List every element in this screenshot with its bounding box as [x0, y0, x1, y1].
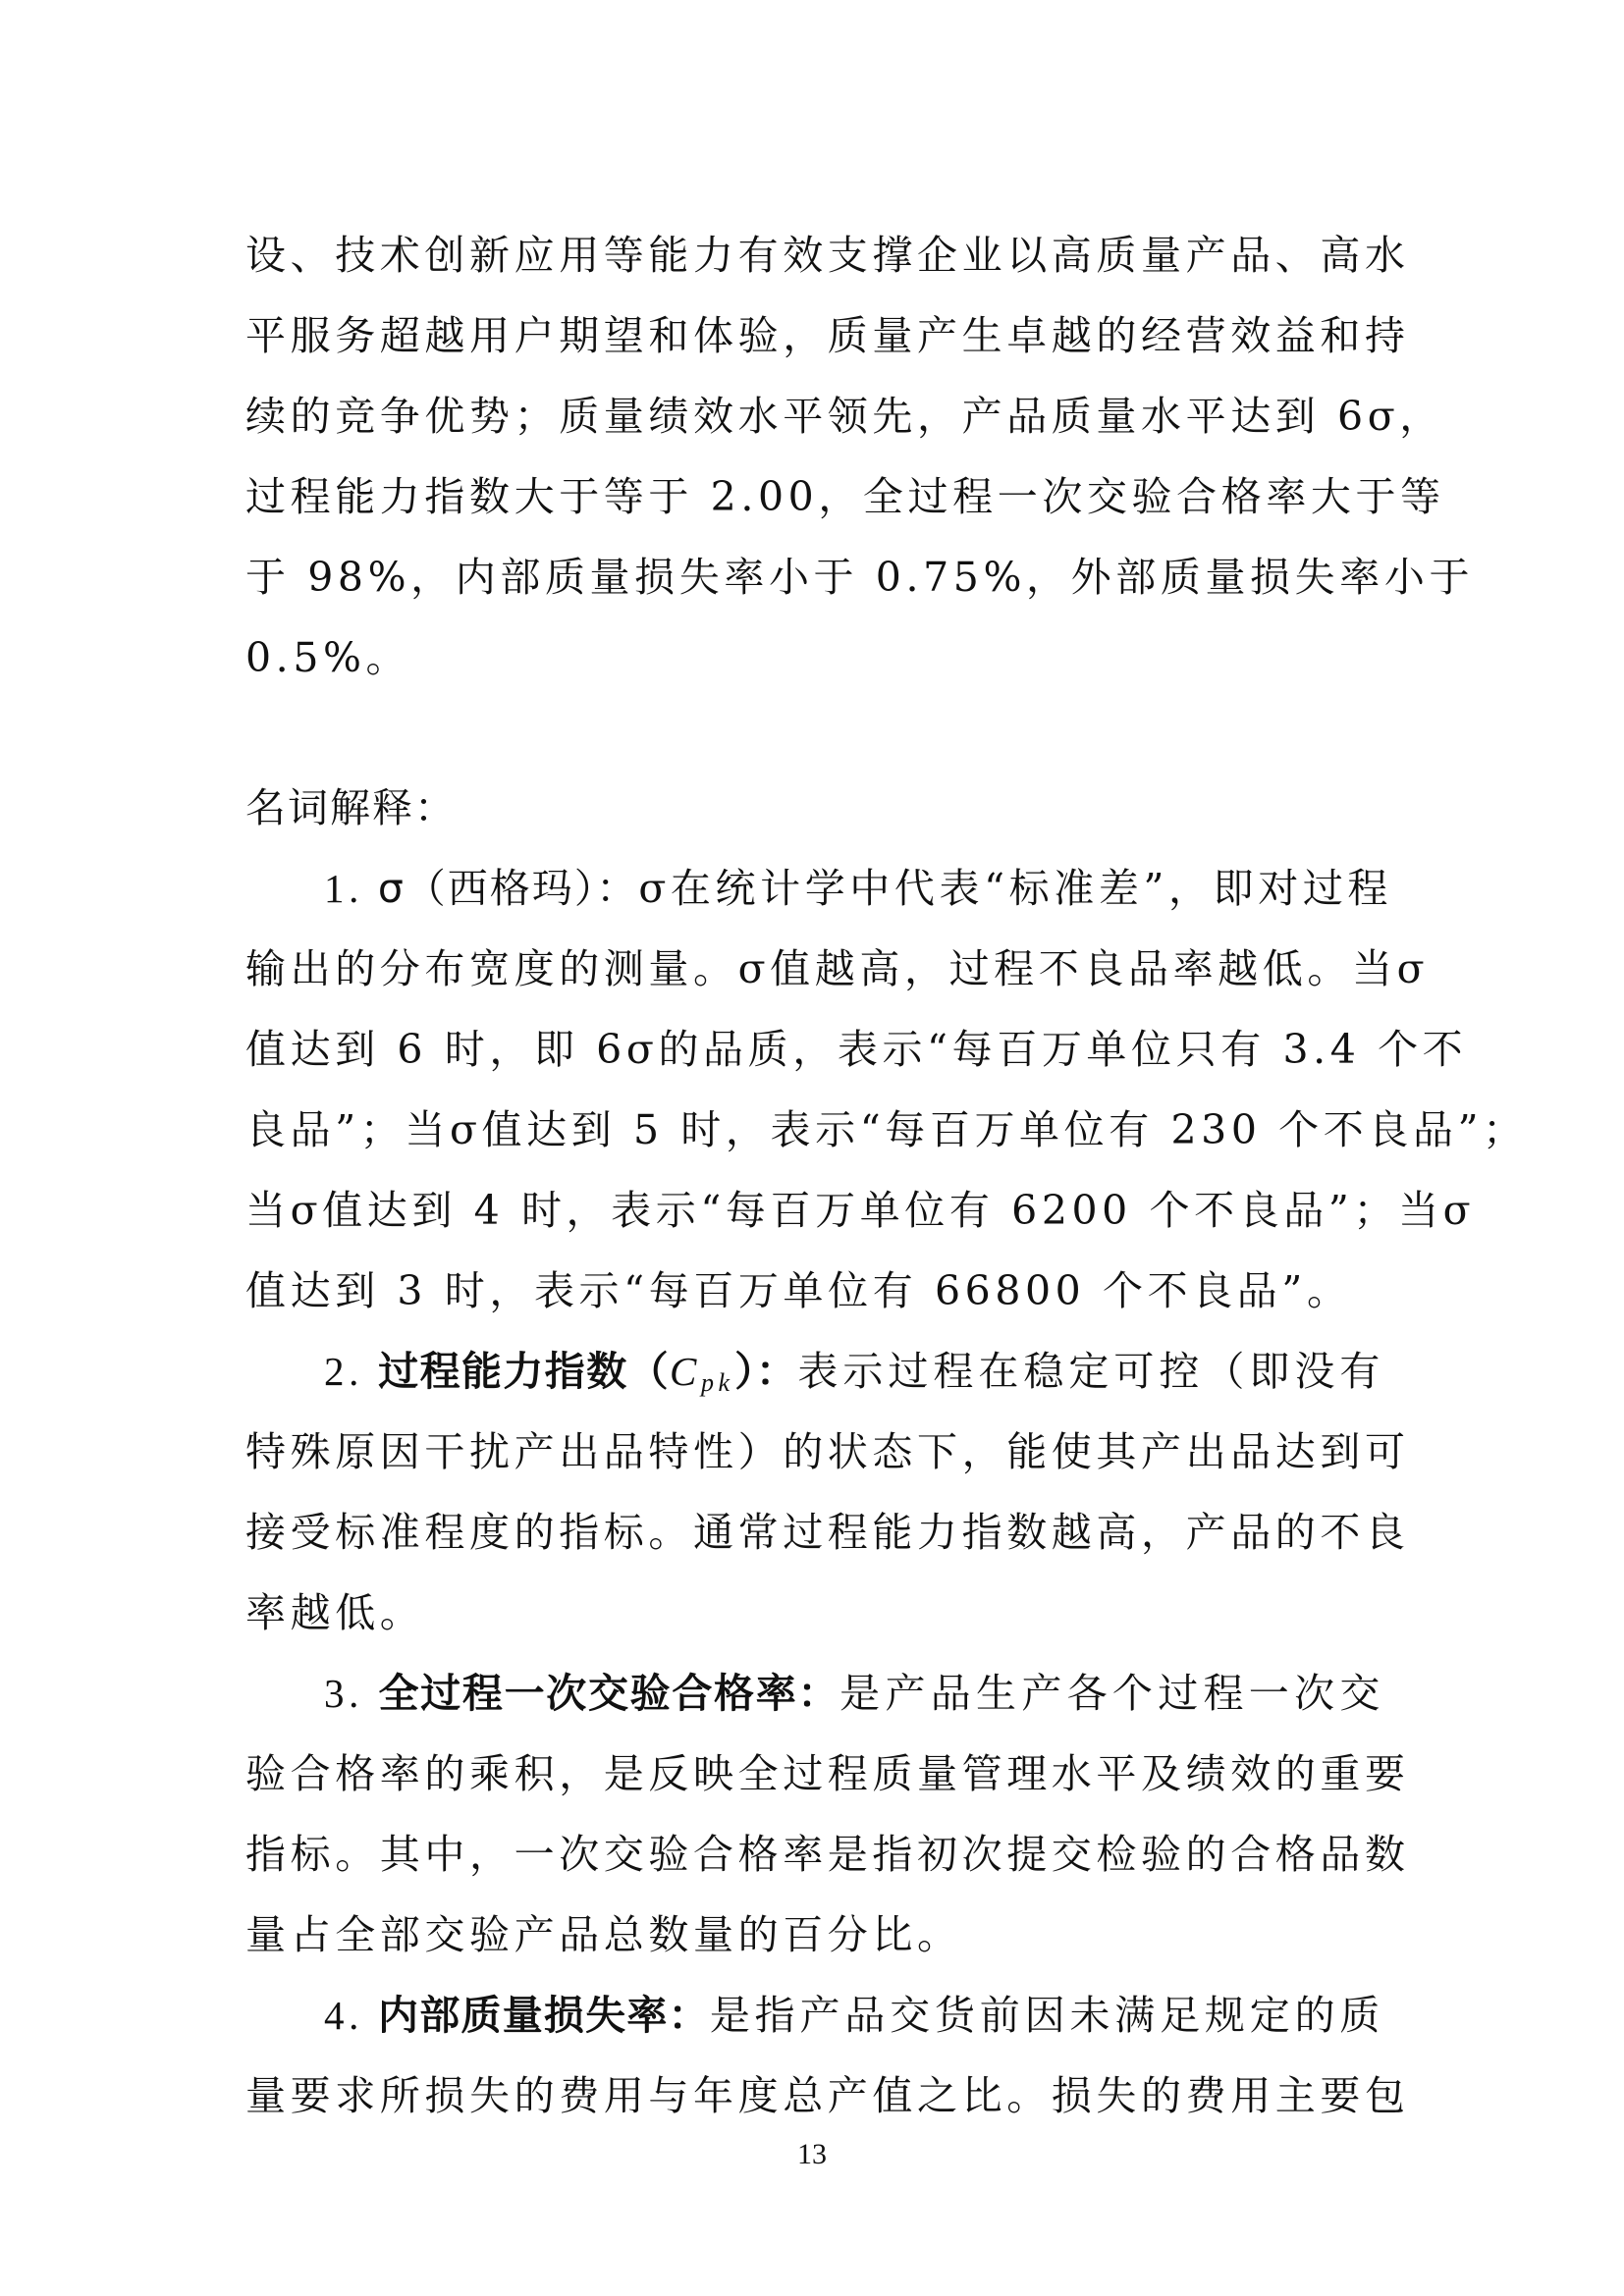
- glossary-item-3-line-2: 验合格率的乘积，是反映全过程质量管理水平及绩效的重要: [245, 1750, 1410, 1797]
- intro-line-4: 过程能力指数大于等于 2.00，全过程一次交验合格率大于等: [245, 473, 1445, 520]
- glossary-item-3-number: 3.: [324, 1671, 379, 1716]
- glossary-item-1-term: σ（西格玛）：: [377, 865, 639, 912]
- glossary-item-2-first-line: [324, 1344, 1384, 1399]
- glossary-item-1-number: 1.: [324, 866, 378, 911]
- glossary-item-2-line-2: 特殊原因干扰产出品特性）的状态下，能使其产出品达到可: [245, 1428, 1410, 1475]
- glossary-item-1-line-6: 值达到 3 时，表示“每百万单位有 66800 个不良品”。: [245, 1267, 1352, 1314]
- glossary-item-1-line-5: 当σ值达到 4 时，表示“每百万单位有 6200 个不良品”；当σ: [245, 1187, 1476, 1234]
- glossary-item-2-line-3: 接受标准程度的指标。通常过程能力指数越高，产品的不良: [245, 1509, 1410, 1556]
- glossary-item-4-line-2: 量要求所损失的费用与年度总产值之比。损失的费用主要包: [245, 2072, 1410, 2119]
- glossary-item-1-first-line: [324, 861, 1393, 916]
- glossary-item-2-symbol: C: [670, 1349, 701, 1394]
- glossary-item-3-line-3: 指标。其中，一次交验合格率是指初次提交检验的合格品数: [245, 1831, 1410, 1878]
- glossary-item-1-line-3: 值达到 6 时，即 6σ的品质，表示“每百万单位只有 3.4 个不: [245, 1026, 1468, 1073]
- intro-line-6: 0.5%。: [245, 634, 411, 681]
- intro-line-1: 设、技术创新应用等能力有效支撑企业以高质量产品、高水: [245, 232, 1410, 279]
- glossary-item-3-term: 全过程一次交验合格率：: [378, 1670, 840, 1717]
- intro-line-2: 平服务超越用户期望和体验，质量产生卓越的经营效益和持: [245, 312, 1410, 359]
- glossary-item-4-definition-start: 是指产品交货前因未满足规定的质: [709, 1992, 1384, 2039]
- intro-line-3: 续的竞争优势；质量绩效水平领先，产品质量水平达到 6σ，: [245, 393, 1444, 440]
- glossary-item-1-definition-start: σ在统计学中代表“标准差”，即对过程: [638, 865, 1393, 912]
- page-number: 13: [797, 2138, 827, 2170]
- glossary-item-1-line-2: 输出的分布宽度的测量。σ值越高，过程不良品率越低。当σ: [245, 945, 1430, 992]
- glossary-item-2-subscript: pk: [700, 1368, 734, 1397]
- glossary-item-2-line-4: 率越低。: [245, 1589, 425, 1636]
- glossary-item-4-first-line: [324, 1988, 1384, 2043]
- glossary-item-3-definition-start: 是产品生产各个过程一次交: [839, 1670, 1384, 1717]
- glossary-item-4-term: 内部质量损失率：: [378, 1992, 710, 2039]
- glossary-heading: 名词解释：: [245, 784, 457, 831]
- glossary-item-2-definition-start: 表示过程在稳定可控（即没有: [797, 1348, 1384, 1395]
- intro-line-5: 于 98%，内部质量损失率小于 0.75%，外部质量损失率小于: [245, 554, 1475, 601]
- glossary-item-2-term-close: ）：: [733, 1348, 798, 1395]
- glossary-item-2-number: 2.: [324, 1349, 379, 1394]
- glossary-item-3-first-line: [324, 1666, 1384, 1721]
- glossary-item-4-number: 4.: [324, 1993, 379, 2038]
- glossary-item-2-term: 过程能力指数（: [378, 1348, 670, 1395]
- glossary-item-3-line-4: 量占全部交验产品总数量的百分比。: [245, 1911, 962, 1958]
- glossary-item-1-line-4: 良品”；当σ值达到 5 时，表示“每百万单位有 230 个不良品”；: [245, 1106, 1528, 1153]
